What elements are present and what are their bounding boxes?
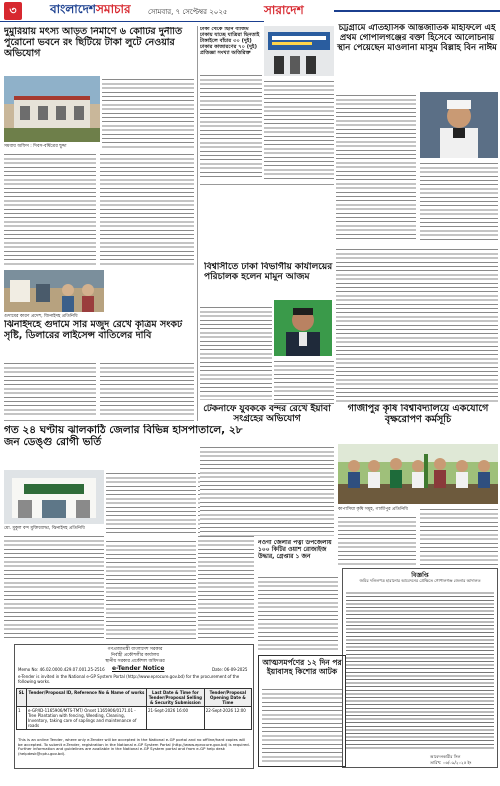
article-1-photo [4,76,100,142]
article-4-body-cont [100,360,194,418]
article-2-headline: ঢাকা থেকে ছিনি বাজিম ঢাকায় যাচ্ছে যাত্রিরা ছিনতাই টাঙ্গাইলে বাঁচার ৩০ (দুই) ঢাকার কাজারণের ৭০ (দুই) প্রতিজ্ঞা সংখ্যা অতিরিক্ত [200,27,260,56]
article-10-headline: আত্মসমর্পণের ১২ দিন পর ইয়াবাসহ কিশোর আটক [262,658,342,676]
tender-office-line-3: স্থানীয় সরকার প্রকৌশল অধিদপ্তর [105,659,165,664]
article-7-photo [338,444,498,504]
article-5-body-cont-2 [336,246,498,404]
article-2-body-cont [264,78,334,180]
legal-notice-title: বিজ্ঞপ্তি [411,572,429,579]
tender-cell-works: e-GP/ID-1165906/MTS-TMT/ Onset 1165906/0171.01 - Tree Plantation with fencing, Weeding, Cleaning, Inventory, taking care of saplings and maintenance of roads [27,707,147,730]
article-6-body [200,444,334,536]
paper-name [50,1,131,21]
article-3-body-cont [420,160,498,242]
article-8-body [106,470,196,536]
article-4-body [4,360,96,418]
article-8-body-cont-2 [106,538,196,639]
article-9-headline: নওগাঁ জেলার পত্নী উপজেলায় ১০০ কিটির ওয়াশ রোজাইজ উদ্ধার, গ্রেপ্তার ১ জন [258,540,332,560]
page-number: ৩ [4,2,22,20]
hospital-image [4,470,104,524]
legal-notice-date: তারিখ: ০৬/০৯/২০২৫ ইং [430,760,472,765]
warehouse-image [4,270,104,312]
tender-office [80,647,190,665]
article-4-caption: গুদামের কারণ প্রদেশ, জিনাইদহ প্রতিনিধি [4,314,78,319]
article-8-body-cont [4,533,104,639]
article-1-body [102,76,194,150]
masthead [0,0,500,22]
tender-date: Date: 06-09-2025 [212,667,248,672]
banner-event-image [264,26,334,76]
article-8-headline: গত ২৪ ঘণ্টায় ঝালকাঠি জেলার বিভিন্ন হাসপাতালে, ২৮ জন ডেঙ্গু রোগী ভর্তি [4,424,243,449]
tender-col-sl: SL [17,689,27,707]
article-2-body [200,72,262,180]
tender-memo-no: Memo No: 46.02.0000.429.07.001.25-2516 [18,667,105,672]
issue-date: সোমবার, ৭ সেপ্টেম্বর ২০২৫ [148,8,228,16]
article-3-headline: চট্টগ্রামে ঐতিহাসিক আন্তর্জাতিক মাহফিলে এই প্রথম গোপালগঞ্জের বক্তা হিসেবে আলোচনায় স্থান পেয়েছেন মাওলানা মাসুম বিল্লাহ বিন নাঈম [337,24,497,53]
tender-table-header [17,689,252,707]
tender-office-line-1: গণপ্রজাতন্ত্রী বাংলাদেশ সরকার [107,647,163,652]
tender-col-selling: Last Date & Time for Tender/Proposal Selling & Security Submission [147,689,205,707]
tender-cell-opening: 22-Sept-2026 12:00 [204,707,251,730]
article-7-body [338,514,416,566]
portrait-image [274,300,332,356]
article-4-photo [4,270,104,312]
tender-title: e-Tender Notice [112,665,165,672]
legal-notice-signature: আবেদনকারীর সিল [430,754,461,759]
legal-notice-body [346,590,494,750]
paper-name-part-a: বাংলাদেশ [50,2,96,16]
table-row [17,707,252,730]
article-4-headline: ঝিনাইদহে গুদামে সার মজুদ রেখে কৃত্রিম সংকট সৃষ্টি, ডিলারের লাইসেন্স বাতিলের দাবি [4,320,183,341]
divider [200,184,334,185]
article-1-caption: সমবায় অফিস : দিবস-বর্ষিত্রের ছুদ্দা [4,144,67,149]
tender-cell-sl: 1 [17,707,27,730]
article-9-body [258,574,338,650]
article-5-headline: বিশ্বাসীতে ঢাকা বিভাগীয় কার্যালয়ের পরিচালক হলেন মামুন আজম [204,262,333,283]
article-7-caption: কাপাসিয়া কৃষি সমূহ, গাজীপুর প্রতিনিধি [338,507,408,512]
section-header [264,0,500,22]
article-5-photo [274,300,332,356]
tender-col-works: Tender/Proposal ID, Reference No & Name of works [27,689,147,707]
article-7-headline: গাজীপুর কৃষি বিশ্ববিদ্যালয়ে একযোগে বৃক্ষরোপণ কর্মসূচি [347,404,489,425]
article-6-headline: টেকনাফে যুবককে বন্দর রেখে ইয়াবা সংগ্রহের অভিযোগ [203,404,331,425]
tender-footer: This is an online Tender, where only e-Tender will be accepted in the National e-GP portal and no offline/hard copies will be accepted. To submit e-Tender, registration in the National e-GP System Portal (http://www.eprocure.gov.bd) is required. Further information and guidelines are available in the National e-GP System portal and from e-GP help desk (helpdesk@cptu.gov.bd). [18,738,250,756]
legal-notice-subtitle: জমির দলিলপত্র হারানোর আবেদনের প্রেক্ষিতে গোপালগঞ্জ জেলার আদালত [359,578,481,583]
article-1-headline: দুমুরিয়ায় মৎস্য আড়ত নির্মাণে ৬ কোটির দুর্নীতি পুরোনো ভবনে রং ছিটিয়ে টাকা লুটে নেওয়ার অভিযোগ [4,27,183,59]
article-7-body-cont [420,506,498,566]
tender-col-opening: Tender/Proposal Opening Date & Time [204,689,251,707]
section-title: সারাদেশ [264,3,304,17]
article-8-photo [4,470,104,524]
divider [4,420,194,421]
article-2-photo [264,26,334,76]
column-divider [197,26,198,421]
paper-name-part-b: সমাচার [95,2,131,16]
article-1-body-cont-2 [100,151,194,266]
article-5-body [200,304,272,400]
speaker-portrait-image [420,92,498,158]
tender-cell-selling: 21-Sept-2026 16:00 [147,707,205,730]
article-8-caption: মো. মুকুল বন্দ মুক্তিযোদ্ধা, ঝিনাইদহ প্রতিনিধি [4,526,85,531]
article-3-body [336,92,416,242]
tender-office-line-2: নির্বাহী প্রকৌশলীর কার্যালয় [110,653,160,658]
article-3-photo [420,92,498,158]
article-5-body-cont [274,358,334,404]
article-10-body [262,686,342,764]
tender-intro: e-Tender is invited in the National e-GP System Portal (http://www.eprocure.gov.bd) for the procurement of the following works. [18,674,240,684]
article-1-body-cont [4,151,96,266]
tree-plantation-image [338,444,498,504]
fish-market-building-image [4,76,100,142]
tender-table [16,688,252,730]
